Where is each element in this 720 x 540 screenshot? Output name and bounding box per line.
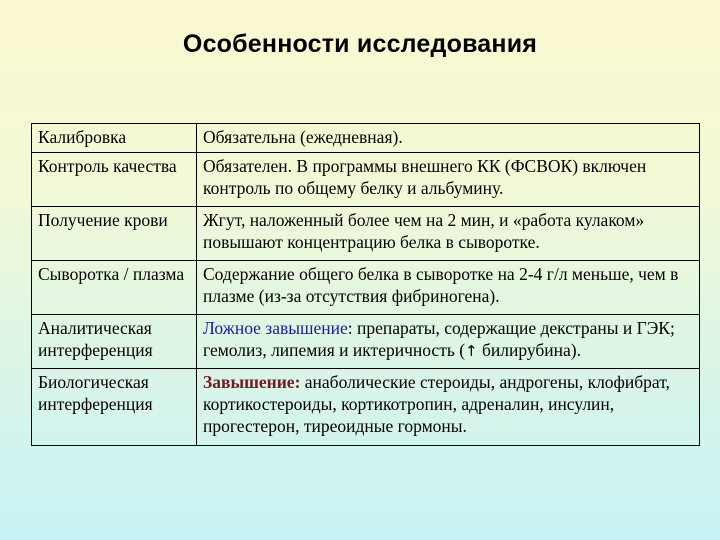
description-text: : препараты, содержащие декстраны и ГЭК; гемолиз, липемия и иктеричность ( [203, 318, 675, 360]
param-cell: Биологическая интерференция [32, 369, 197, 446]
param-cell: Калибровка [32, 124, 197, 153]
param-cell: Контроль качества [32, 153, 197, 207]
slide-title: Особенности исследования [182, 30, 538, 58]
table-row [32, 153, 700, 207]
description-cell: Обязательна (ежедневная). [197, 124, 700, 153]
description-cell [197, 369, 700, 446]
description-cell [197, 315, 700, 369]
table-row [32, 207, 700, 261]
table-row [32, 315, 700, 369]
param-cell: Получение крови [32, 207, 197, 261]
description-text: билирубина). [477, 340, 581, 360]
description-cell: Обязателен. В программы внешнего КК (ФСВОК) включен контроль по общему белку и альбумину. [197, 153, 700, 207]
up-arrow-icon: ↑ [465, 342, 478, 360]
param-cell: Сыворотка / плазма [32, 261, 197, 315]
description-text: анаболические стероиды, андрогены, клофибрат, кортикостероиды, кортикотропин, адреналин, инсулин, прогестерон, тиреоидные гормоны. [203, 372, 670, 436]
table-row [32, 261, 700, 315]
param-cell: Аналитическая интерференция [32, 315, 197, 369]
description-cell: Содержание общего белка в сыворотке на 2-4 г/л меньше, чем в плазме (из-за отсутствия фибриногена). [197, 261, 700, 315]
table-row [32, 124, 700, 153]
description-cell: Жгут, наложенный более чем на 2 мин, и «работа кулаком» повышают концентрацию белка в сыворотке. [197, 207, 700, 261]
features-table [31, 123, 700, 446]
increase-highlight: Завышение: [203, 372, 301, 392]
false-increase-highlight: Ложное завышение [203, 318, 348, 338]
table-row [32, 369, 700, 446]
